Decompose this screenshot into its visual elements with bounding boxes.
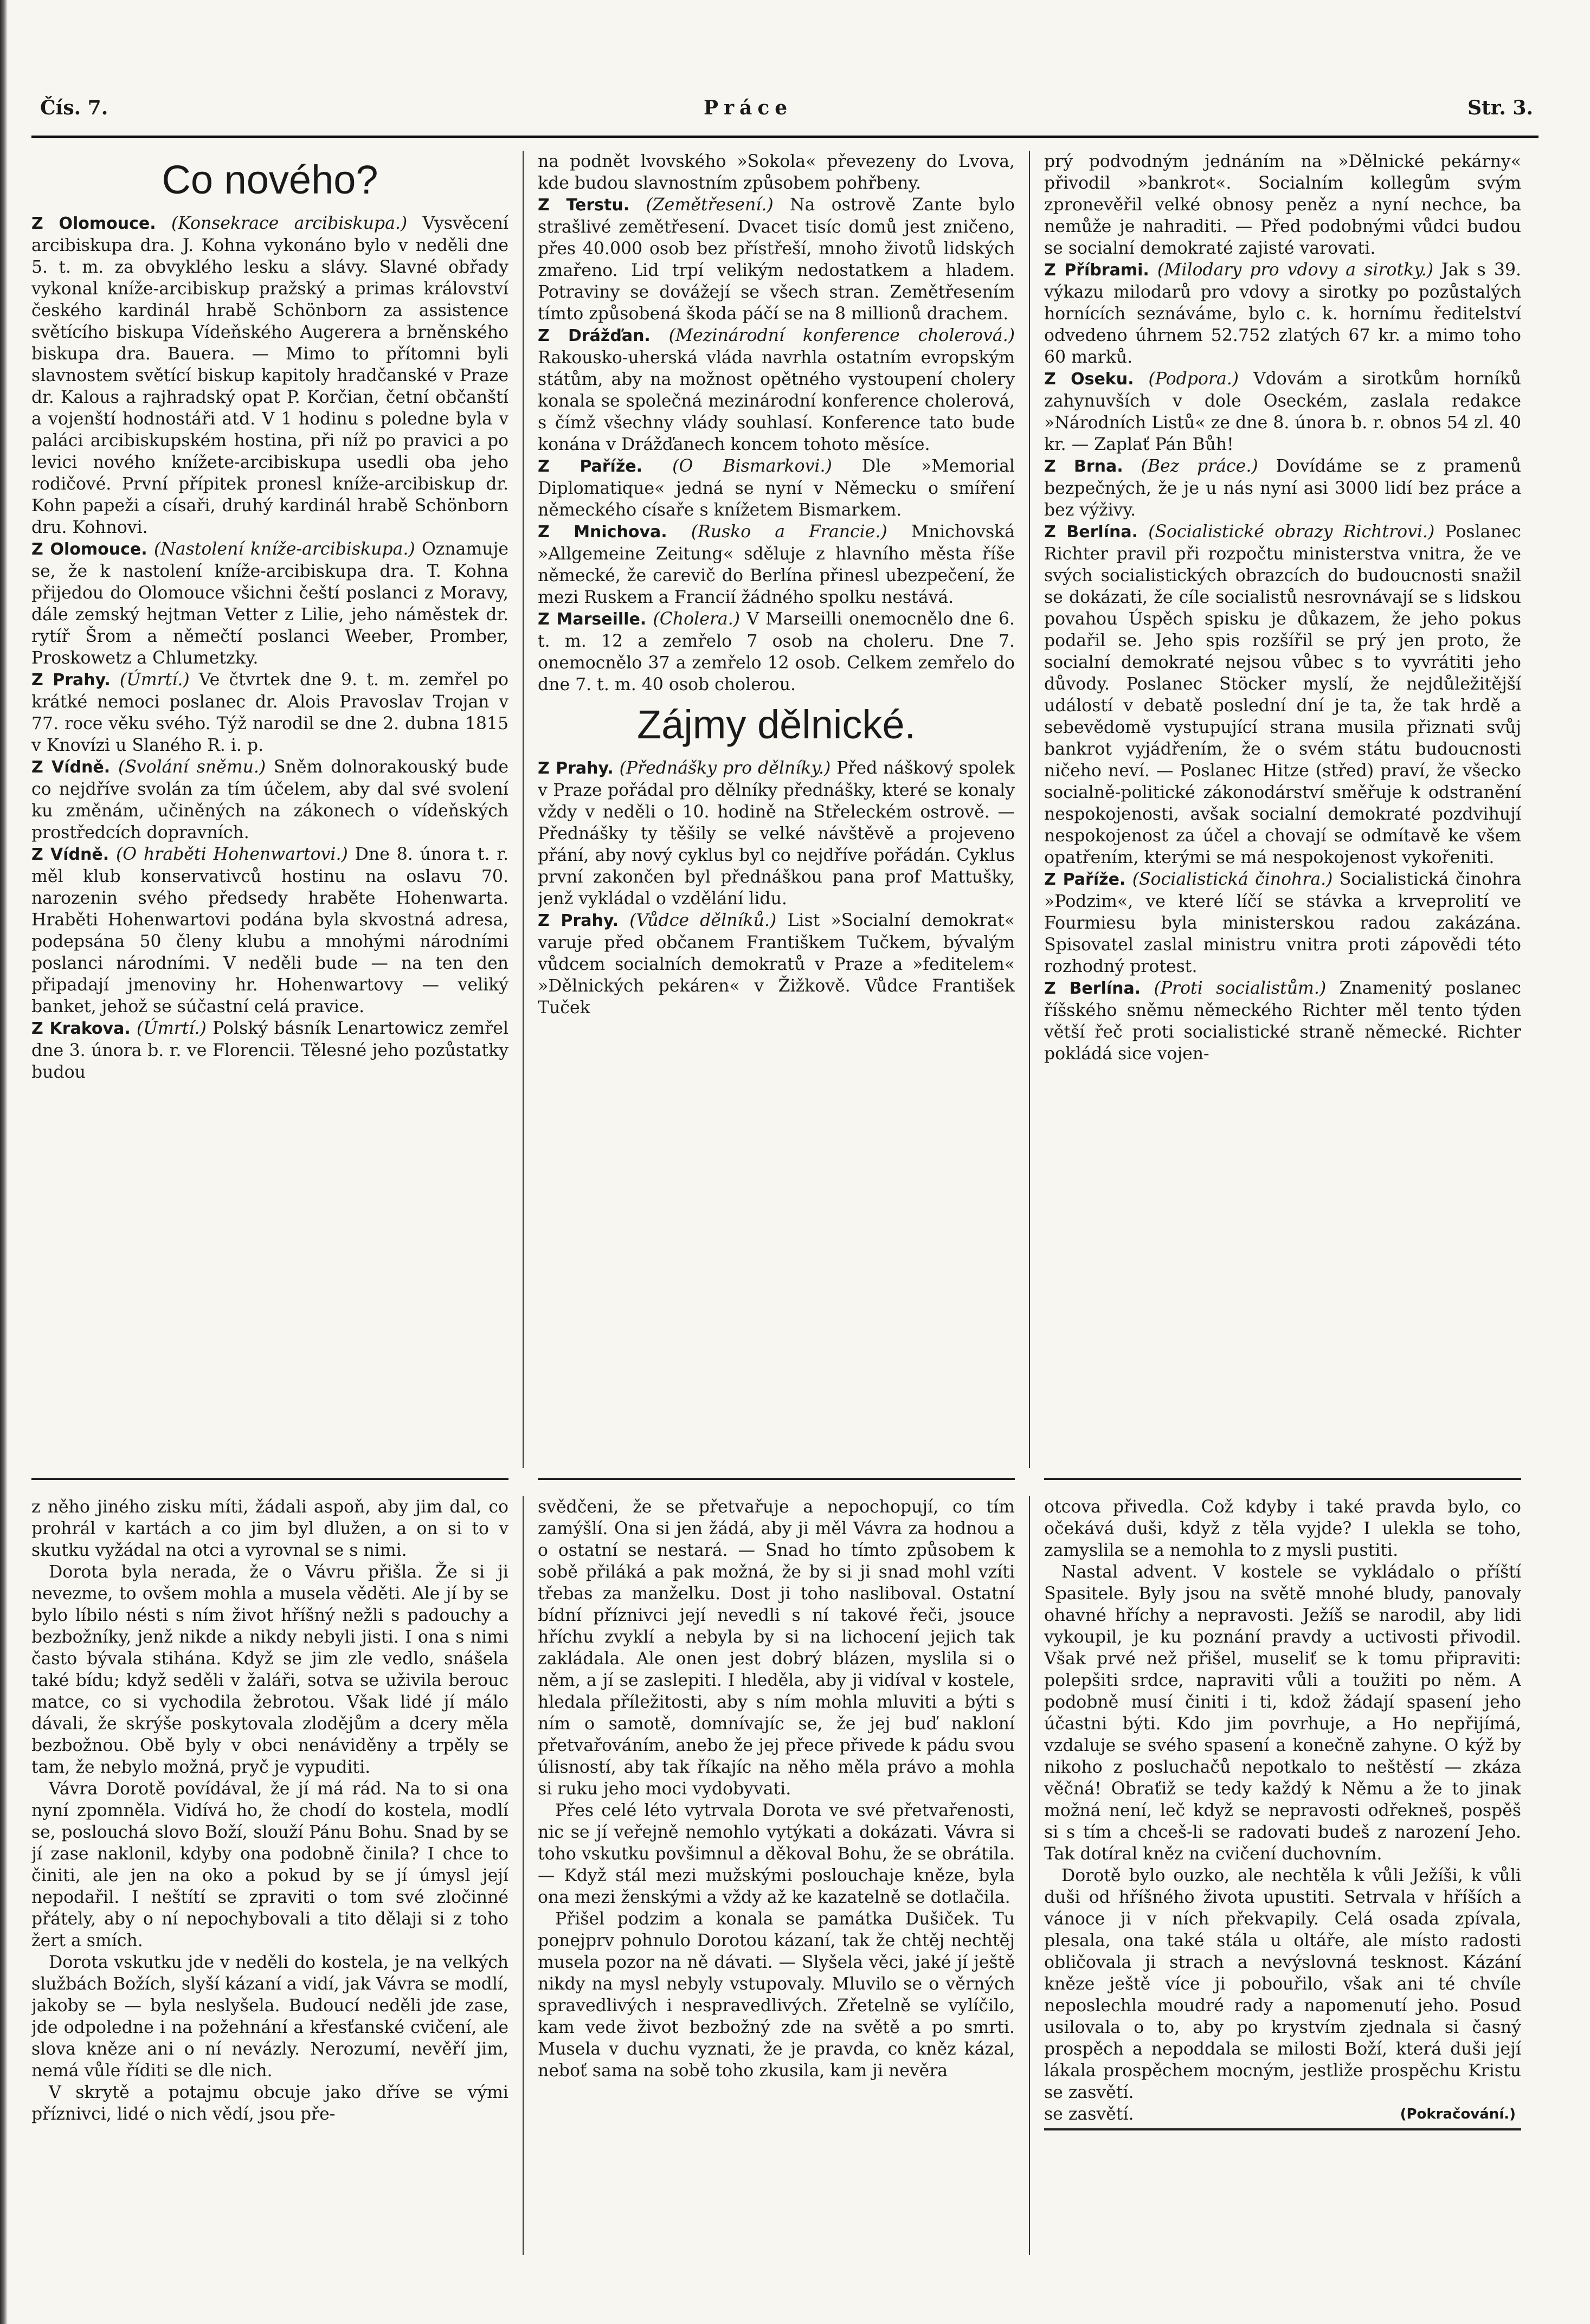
news-column-3: [1044, 151, 1521, 1468]
news-topic: (Podpora.): [1148, 369, 1239, 389]
news-item: [1044, 259, 1521, 368]
news-text: List »Socialní demokrat« varuje před občanem Františkem Tučkem, bývalým vůdcem socialních demokratů v Praze a »feditelem« »Dělnických pekáren« v Žižkově. Vůdce František Tuček: [538, 911, 1015, 1018]
news-topic: (Milodary pro vdovy a sirotky.): [1157, 260, 1434, 280]
newspaper-page: [31, 92, 1538, 2124]
masthead-title: Práce: [704, 96, 793, 119]
news-item: [31, 844, 508, 1018]
column-rule: [1029, 151, 1030, 1468]
story-paragraph: V skrytě a potajmu obcuje jako dříve se vými příznivci, lidé o nich vědí, jsou pře-: [31, 2083, 508, 2124]
closing-text: se zasvětí.: [1044, 2104, 1134, 2124]
news-text: Vysvěcení arcibiskupa dra. J. Kohna vykonáno bylo v neděli dne 5. t. m. za obvyklého lesku a slávy. Slavné obřady vykonal kníže-arcibiskup pražský a primas království českého kardinál hrabě Schönborn za assistence světícího biskupa Vídeňského Augerera a brněnského biskupa dra. Bauera. — Mimo to přítomni byli slavnostem světící biskup kapitoly hradčanské v Praze dr. Kalous a rajhradský opat P. Korčian, četní občanští a vojenští hodnostáři atd. V 1 hodinu s poledne byla v paláci arcibiskupském hostina, při níž po pravici a po levici nového knížete-arcibiskupa usedli oba jeho rodičové. První přípitek pronesl kníže-arcibiskup dr. Kohn papeži a císaři, druhý kardinál hrabě Schönborn dru. Kohnovi.: [31, 214, 508, 537]
news-place: Z Olomouce.: [31, 214, 156, 233]
story-paragraph: Nastal advent. V kostele se vykládalo o příští Spasitele. Byly jsou na světě mnohé bludy, panovaly ohavné hříchy a nepravosti. Ježíš se narodil, aby lidi vykoupil, je ku poznání pravdy a uctivosti přivodil. Však prvé než přišel, museliť se k tomu připraviti: polepšiti srdce, napraviti vůli a toužiti po něm. A podobně musí činiti i ti, kdož žádají spasení jeho účastni býti. Kdo jim povrhuje, a Ho nepřijímá, vzdaluje se svého spasení a konečně zahyne. O kýž by nikoho z posluchačů nepotkalo to neštěstí — zkáza věčná! Obraťiž se tedy každý k Němu a že to jinak možná není, leč když se nepravosti odřekneš, pospěš si s tím a chceš-li se radovati budeš z narození Jeho. Tak dotíral kněz na cvičení duchovním.: [1044, 1562, 1521, 1864]
section-title-co-noveho: Co nového?: [162, 157, 378, 202]
news-item: [31, 1018, 508, 1083]
news-text: V Marseilli onemocnělo dne 6. t. m. 12 a zemřelo 7 osob na choleru. Dne 7. onemocnělo 37 a zemřelo 12 osob. Celkem zemřelo do dne 7. t. m. 40 osob cholerou.: [538, 609, 1015, 694]
news-item: [538, 910, 1015, 1019]
news-place: Z Prahy.: [538, 911, 619, 930]
news-topic: (Zemětřesení.): [646, 195, 774, 215]
news-section: [31, 151, 1538, 1468]
news-topic: (Bez práce.): [1141, 456, 1258, 476]
news-topic: (Vůdce dělníků.): [629, 911, 777, 930]
news-place: Z Olomouce.: [31, 540, 147, 559]
news-item: [538, 325, 1015, 455]
news-place: Z Krakova.: [31, 1019, 131, 1038]
news-place: Z Brna.: [1044, 457, 1123, 476]
section-divider: [31, 1478, 508, 1480]
story-paragraph: svědčeni, že se přetvařuje a nepochopují, co tím zamýšlí. Ona si jen žádá, aby ji měl Vávra za hodnou a o ostatní se nestará. — Snad ho tímto způsobem k sobě přiláká a pak možná, že by si ji snad mohl vzíti třebas za manželku. Dost ji toho nasliboval. Ostatní bídní příznivci její nevedli s ní takové řeči, jsouce hříchu zvyklí a nebyla by si na lichocení jejich tak zakládala. Ale onen jest dobrý blázen, myslila si o něm, a jí se zaslepiti. I hleděla, aby ji vidíval v kostele, hledala příležitosti, aby s ním mohla mluviti a býti s ním o samotě, domnívajíc se, že jej buď nakloní přetvařováním, anebo že jej přece přivede k pádu svou úlisností, aby tak říkajíc na něho měla právo a mohla si ruku jeho moci vydobyvati.: [538, 1497, 1015, 1799]
news-place: Z Paříže.: [538, 457, 643, 476]
news-topic: (Konsekrace arcibiskupa.): [171, 214, 408, 233]
news-topic: (Úmrtí.): [119, 670, 190, 690]
news-text: Polský básník Lenartowicz zemřel dne 3. února b. r. ve Florencii. Tělesné jeho pozůstatky budou: [31, 1019, 508, 1082]
section-divider: [538, 1478, 1015, 1480]
article-group: [538, 194, 1015, 696]
news-place: Z Marseille.: [538, 610, 647, 629]
news-text: Dovídáme se z pramenů bezpečných, že je u nás nyní asi 3000 lidí bez práce a bez výživy.: [1044, 456, 1521, 520]
page-header: [31, 92, 1538, 138]
news-topic: (Socialistické obrazy Richtrovi.): [1148, 522, 1435, 542]
story-paragraph: Přišel podzim a konala se památka Dušiček. Tu ponejprv pohnulo Dorotou kázaní, tak že chtěj nechtěj musela pozor na ně dávati. — Slyšela věci, jaké jí ještě nikdy na mysl nebyly vstupovaly. Mluvilo se o věrných spravedlivých i nespravedlivých. Zřetelně se vylíčilo, kam vede život bezbožný zde na světě a po smrti. Musela v duchu vyznati, že je pravda, co kněz kázal, neboť sama na sobě toho zkusila, kam ji nevěra: [538, 1909, 1015, 2081]
news-item: [1044, 521, 1521, 868]
news-place: Z Paříže.: [1044, 870, 1126, 889]
news-topic: (Cholera.): [653, 609, 740, 629]
issue-number: Čís. 7.: [40, 96, 108, 119]
news-topic: (Nastolení kníže-arcibiskupa.): [153, 539, 415, 559]
news-topic: (Socialistická činohra.): [1132, 870, 1333, 889]
news-place: Z Berlína.: [1044, 979, 1141, 998]
end-rule: [1044, 2128, 1521, 2130]
news-item: [538, 521, 1015, 608]
story-column-2: [538, 1496, 1015, 2255]
section-divider: [1044, 1478, 1521, 1480]
story-paragraph: otcova přivedla. Což kdyby i také pravda bylo, co očekává duši, když z těla vyjde? I ulekla se toho, zamyslila se a nemohla to z mysli pustiti.: [1044, 1497, 1521, 1560]
news-place: Z Drážďan.: [538, 326, 651, 345]
news-item: [31, 669, 508, 756]
story-paragraph: Přes celé léto vytrvala Dorota ve své přetvařenosti, nic se jí veřejně nemohlo vytýkati a dokázati. Vávra si toho vskutku povšimnul a děkoval Bohu, že se obrátila. — Když stál mezi mužskými poslouchaje kněze, byla ona mezi ženskými a vždy až ke kazatelně se dotlačila.: [538, 1801, 1015, 1907]
news-text: Poslanec Richter pravil při rozpočtu ministerstva vnitra, že ve svých socialistických obrazcích do budoucnosti snažil se dokázati, že cíle socialistů nesrovnávají se s lidskou povahou Úspěch spisku je důkazem, že jeho pokus podařil se. Jeho spis rozšířil se prý jen proto, že socialní demokraté nejsou vůbec s to vyvrátiti jeho důvody. Poslanec Stöcker myslí, že nejdůležitější událostí v debatě poslední dní je ta, že tak hrdě a sebevědomě vystupující strana musila přiznati svůj bankrot vyjádřením, že o svém státu budoucnosti ničeho neví. — Poslanec Hitze (střed) praví, že všecko socialně-politické zákonodárství směřuje k odstranění nespokojenosti, avšak socialní demokraté pozdvihují nespokojenost za účel a chovají se odmítavě ke všem opatřením, kterými se má nespokojenost vykořeniti.: [1044, 522, 1521, 867]
news-text: Mnichovská »Allgemeine Zeitung« sděluje z hlavního města říše německé, že carevič do Berlína přinesl ubezpečení, že mezi Ruskem a Francií žádného spolku nestává.: [538, 522, 1015, 607]
story-column-3: [1044, 1496, 1521, 2255]
article-group: [538, 757, 1015, 1019]
news-topic: (O hraběti Hohenwartovi.): [116, 845, 348, 864]
news-place: Z Vídně.: [31, 845, 110, 864]
news-topic: (O Bismarkovi.): [672, 456, 832, 476]
news-topic: (Svolání sněmu.): [118, 757, 266, 777]
story-paragraphs: [1044, 1496, 1521, 2103]
news-topic: (Přednášky pro dělníky.): [619, 758, 831, 778]
news-place: Z Prahy.: [538, 759, 614, 778]
news-text: Na ostrově Zante bylo strašlivé zemětřesení. Dvacet tisíc domů jest zničeno, přes 40.000 osob bez přístřeší, mnoho životů lidských zmařeno. Lid trpí velikým nedostatkem a hladem. Potraviny se dovážejí se všech stran. Zemětřesením tímto způsobená škoda páčí se na 8 millionů drachem.: [538, 195, 1015, 324]
story-end-line: [1044, 2103, 1521, 2125]
news-item: [1044, 368, 1521, 455]
news-item: [538, 455, 1015, 521]
continued-text: na podnět lvovského »Sokola« převezeny do Lvova, kde budou slavnostním způsobem pohřbeny.: [538, 152, 1015, 193]
feuilleton-section: [31, 1496, 1538, 2255]
news-column-1: [31, 151, 508, 1468]
news-place: Z Vídně.: [31, 758, 111, 777]
column-rule: [523, 151, 524, 1468]
continued-text: prý podvodným jednáním na »Dělnické pekárny« přivodil »bankrot«. Socialním kollegům svým zpronevěřil velké obnosy peněz a nyní nechce, ba nemůže je nahraditi. — Před podobnými vůdci budou se socialní demokraté zajisté varovati.: [1044, 152, 1521, 258]
news-text: Před náškový spolek v Praze pořádal pro dělníky přednášky, které se konaly vždy v neděli o 10. hodině na Střeleckém ostrově. — Přednášky ty těšily se velké návštěvě a projeveno přání, aby nový cyklus byl co nejdříve pořádán. Cyklus první zakončen byl přednáškou pana prof Mattušky, jenž vykládal o vzdělání lidu.: [538, 758, 1015, 909]
news-place: Z Prahy.: [31, 671, 111, 690]
story-paragraph: z něho jiného zisku míti, žádali aspoň, aby jim dal, co prohrál v kartách a co jim byl dlužen, a on si to v skutku vyžádal na otci a vyrovnal se s nimi.: [31, 1497, 508, 1560]
news-text: Socialistická činohra »Podzim«, ve které líčí se stávka a krveprolití ve Fourmiesu byla ministerskou radou zakázána. Spisovatel zaslal ministru vnitra proti zápovědi této rozhodný protest.: [1044, 870, 1521, 976]
news-item: [1044, 868, 1521, 977]
section-title-zajmy-delnicke: Zájmy dělnické.: [636, 702, 916, 747]
news-text: Dne 8. února t. r. měl klub konservativců hostinu na oslavu 70. narozenin svého předsedy hraběte Hohenwarta. Hraběti Hohenwartovi podána byla skvostná adresa, podepsána 50 členy klubu a mnohými národními poslanci národními. V neděli bude — na ten den připadají jmenoviny hr. Hohenwartovy — veliký banket, jehož se súčastní celá pravice.: [31, 845, 508, 1016]
news-text: Ve čtvrtek dne 9. t. m. zemřel po krátké nemoci poslanec dr. Alois Pravoslav Trojan v 77. roce věku svého. Týž narodil se dne 2. dubna 1815 v Knovízi u Slaného R. i. p.: [31, 670, 508, 755]
story-paragraph: Dorotě bylo ouzko, ale nechtěla k vůli Ježíši, k vůli duši od hříšného života upustiti. Setrvala v hříších a vánoce ji v ních překvapily. Celá osada zpívala, plesala, ona také stála u oltáře, ale místo radosti obličovala ji strach a nevýslovná tesknost. Kázání kněze ještě více ji pobouřilo, však ani té chvíle neposlechla moudré rady a napomenutí jeho. Posud usilovala o to, aby po krystvím zjednala si časný prospěch a nepoddala se milosti Boží, která duši její lákala prospěchem mocným, jestliže prospěchu Kristu se zasvětí.: [1044, 1866, 1521, 2102]
news-topic: (Rusko a Francie.): [691, 522, 887, 542]
news-place: Z Oseku.: [1044, 370, 1134, 389]
page-number: Str. 3.: [1467, 96, 1533, 119]
news-text: Rakousko-uherská vláda navrhla ostatním evropským státům, aby na možnost opětného vystoupení cholery konala se společná mezinárodní konference cholerová, s čímž všechny vlády souhlasí. Konference tato bude konána v Drážďanech koncem tohoto měsíce.: [538, 348, 1015, 454]
news-place: Z Mnichova.: [538, 523, 667, 542]
story-paragraph: Dorota vskutku jde v neděli do kostela, je na velkých službách Božích, slyší kázaní a vidí, jak Vávra se modlí, jakoby se — byla neslyšela. Budoucí neděli jde zase, jde odpoledne i na požehnání a křesťanské cvičení, ale slova kněze ani o ní nevázly. Nerozumí, nevěří jim, nemá vůle říditi se dle nich.: [31, 1953, 508, 2081]
news-topic: (Proti socialistům.): [1154, 978, 1327, 998]
news-item: [31, 213, 508, 538]
column-rule: [1029, 1496, 1030, 2255]
news-text: Znamenitý poslanec říšského sněmu německého Richter měl tento týden větší řeč proti socialistické straně německé. Richter pokládá sice vojen-: [1044, 978, 1521, 1064]
news-item: [538, 608, 1015, 696]
story-column-1: [31, 1496, 508, 2255]
news-text: Dle »Memorial Diplomatique« jedná se nyní v Německu o smíření německého císaře s knížetem Bismarkem.: [538, 456, 1015, 520]
news-item: [538, 757, 1015, 910]
continued-marker: (Pokračování.): [1400, 2106, 1516, 2122]
news-item: [31, 756, 508, 844]
news-text: Sněm dolnorakouský bude co nejdříve svolán za tím účelem, aby dal své svolení ku změnám, učiněných na zákonech o vídeňských prostředcích dopravních.: [31, 757, 508, 842]
news-topic: (Úmrtí.): [137, 1019, 207, 1038]
news-text: Vdovám a sirotkům horníků zahynuvších v dole Oseckém, zaslala redakce »Národních Listů« ze dne 8. února b. r. obnos 54 zl. 40 kr. — Zaplať Pán Bůh!: [1044, 369, 1521, 454]
news-text: Jak s 39. výkazu milodarů pro vdovy a sirotky po pozůstalých hornících seznáváme, bylo c. k. hornímu ředitelství odvedeno úhrnem 52.752 zlatých 67 kr. a mimo toho 60 marků.: [1044, 260, 1521, 367]
news-place: Z Příbrami.: [1044, 261, 1149, 280]
news-topic: (Mezinárodní konference cholerová.): [668, 326, 1015, 345]
news-place: Z Berlína.: [1044, 523, 1138, 542]
news-item: [1044, 455, 1521, 521]
page-edge-shadow: [0, 0, 8, 2324]
news-item: [1044, 977, 1521, 1065]
column-rule: [523, 1496, 524, 2255]
story-paragraph: Vávra Dorotě povídával, že jí má rád. Na to si ona nyní zpomněla. Vidívá ho, že chodí do kostela, modlí se, poslouchá slovo Boží, slouží Pánu Bohu. Snad by se jí zase naklonil, kdyby ona podobně činila? I chce to činiti, ale jen na oko a pokud by se jí úmysl její nepodařil. I neštítí se zpraviti o tom své zločinné přátely, aby o ní nepochybovali a tito dělaji si z toho žert a smích.: [31, 1779, 508, 1950]
news-text: Oznamuje se, že k nastolení kníže-arcibiskupa dra. T. Kohna přijedou do Olomouce všichni čeští poslanci z Moravy, dále zemský hejtman Vetter z Lilie, jeho náměstek dr. rytíř Šrom a němečtí poslanci Weeber, Promber, Proskowetz a Chlumetzky.: [31, 539, 508, 668]
story-paragraph: Dorota byla nerada, že o Vávru přišla. Že si ji nevezme, to ovšem mohla a musela věděti. Ale jí by se bylo líbilo nésti s ním život hříšný nežli s padouchy a bezbožníky, jenž nikde a nikdy nebyli jisti. I ona s nimi často bývala stihána. Když se jim zle vedlo, snášela také bídu; když seděli v žaláři, sotva se uživila berouc matce, co si vychodila žebrotou. Však lidé jí málo dávali, že skrýše poskytovala zlodějům a dcery měla bezbožnou. Obě byly v obci nenáviděny a trpěly se tam, že nebylo možná, pryč je vypuditi.: [31, 1562, 508, 1777]
news-column-2: [538, 151, 1015, 1468]
news-item: [31, 538, 508, 669]
news-place: Z Terstu.: [538, 196, 630, 215]
news-item: [538, 194, 1015, 325]
